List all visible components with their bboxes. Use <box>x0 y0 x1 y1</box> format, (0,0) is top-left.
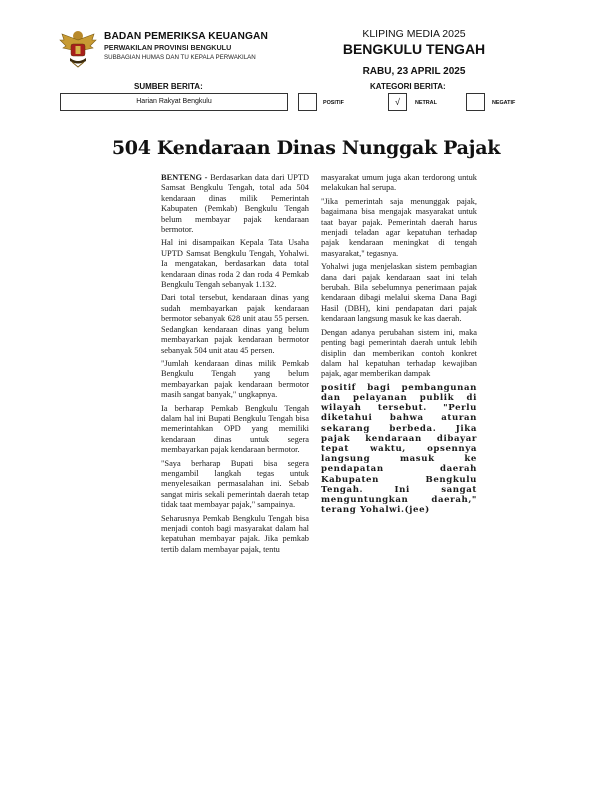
kliping-title: KLIPING MEDIA 2025 <box>362 28 466 40</box>
article-paragraph: Seharusnya Pemkab Bengkulu Tengah bisa menjadi contoh bagi masyarakat dalam hal kepatuhan membayar pajak. Jika pemkab tertib dalam membayar pajak, tentu <box>161 513 309 554</box>
article-paragraph <box>161 173 309 235</box>
article-paragraph: "Jika pemerintah saja menunggak pajak, bagaimana bisa mengajak masyarakat untuk taat bayar pajak. Pemerintah daerah harus menjadi teladan agar kepatuhan terhadap pajak kendaraan meningkat di tengah masyarakat," tegasnya. <box>321 196 477 258</box>
article-paragraph: Hal ini disampaikan Kepala Tata Usaha UPTD Samsat Bengkulu Tengah, Yohalwi. Ia mengatakan, berdasarkan data total kendaraan dinas roda 2 dan roda 4 Pemkab Bengkulu Tengah sebanyak 1.132. <box>161 238 309 290</box>
article-dateline: BENTENG - <box>161 173 208 182</box>
source-field: Harian Rakyat Bengkulu <box>60 93 288 111</box>
garuda-emblem-icon <box>58 26 98 68</box>
organization-block <box>104 31 344 62</box>
source-label: SUMBER BERITA: <box>134 82 203 91</box>
article-paragraph-text: Berdasarkan data dari UPTD Samsat Bengkulu Tengah, total ada 504 kendaraan dinas milik Pemerintah Kabupaten (Pemkab) Bengkulu Tengah belum membayar pajak kendaraan bermotor. <box>161 173 310 235</box>
category-positive-checkbox[interactable] <box>298 93 317 111</box>
category-negative-label: NEGATIF <box>492 100 516 106</box>
category-label: KATEGORI BERITA: <box>370 82 446 91</box>
article-column-right <box>321 173 477 518</box>
article-paragraph: masyarakat umum juga akan terdorong untuk melakukan hal serupa. <box>321 173 477 193</box>
organization-name: BADAN PEMERIKSA KEUANGAN <box>104 31 268 42</box>
article-paragraph: "Saya berharap Bupati bisa segera mengambil langkah tegas untuk menyelesaikan permasalahan ini. Sebab sangat miris sekali pemerintah daerah tetap tidak taat membayar pajak," sampainya. <box>161 458 309 510</box>
article-paragraph-bold: positif bagi pembangunan dan pelayanan publik di wilayah tersebut. "Perlu diketahui bahwa aturan sekarang berbeda. Jika pajak kendaraan dibayar tepat waktu, opsennya langsung masuk ke pendapatan daerah Kabupaten Bengkulu Tengah. Ini sangat menguntungkan daerah," terang Yohalwi.(jee) <box>321 382 477 516</box>
kliping-region: BENGKULU TENGAH <box>342 41 486 57</box>
article-paragraph: Dari total tersebut, kendaraan dinas yang sudah membayarkan pajak kendaraan bermotor sebanyak 628 unit atau 55 persen. Sedangkan kendaraan dinas yang belum membayarkan pajak kendaraan bermotor sebanyak 504 unit atau 45 persen. <box>161 293 309 355</box>
kliping-header <box>324 28 504 79</box>
article-column-left <box>161 173 309 558</box>
article-paragraph: "Jumlah kendaraan dinas milik Pemkab Bengkulu Tengah yang belum membayarkan pajak kendaraan bermotor masih sangat banyak," ungkapnya. <box>161 358 309 400</box>
article-paragraph: Dengan adanya perubahan sistem ini, maka penting bagi pemerintah daerah untuk lebih disiplin dan memberikan contoh konkret dalam hal kepatuhan terhadap kewajiban pajak, agar memberikan dampak <box>321 327 477 379</box>
organization-branch: PERWAKILAN PROVINSI BENGKULU <box>104 43 232 52</box>
category-negative-checkbox[interactable] <box>466 93 485 111</box>
article-headline: 504 Kendaraan Dinas Nunggak Pajak <box>111 137 501 159</box>
organization-unit: SUBBAGIAN HUMAS DAN TU KEPALA PERWAKILAN <box>104 54 256 61</box>
category-positive-label: POSITIF <box>323 100 344 106</box>
article-paragraph: Ia berharap Pemkab Bengkulu Tengah dalam hal ini Bupati Bengkulu Tengah bisa memerintahkan OPD yang memiliki kendaraan dinas untuk segera membayarkan pajak kendaraan bermotor. <box>161 403 309 455</box>
article-paragraph: Yohalwi juga menjelaskan sistem pembagian dana dari pajak kendaraan saat ini telah berubah. Bila sebelumnya penerimaan pajak kendaraan dibagi melalui skema Dana Bagi Hasil (DBH), kini pendapatan dari pajak kendaraan langsung masuk ke kas daerah. <box>321 262 477 324</box>
category-neutral-checkbox[interactable]: √ <box>388 93 407 111</box>
kliping-date: RABU, 23 APRIL 2025 <box>362 66 466 77</box>
category-neutral-label: NETRAL <box>415 100 437 106</box>
